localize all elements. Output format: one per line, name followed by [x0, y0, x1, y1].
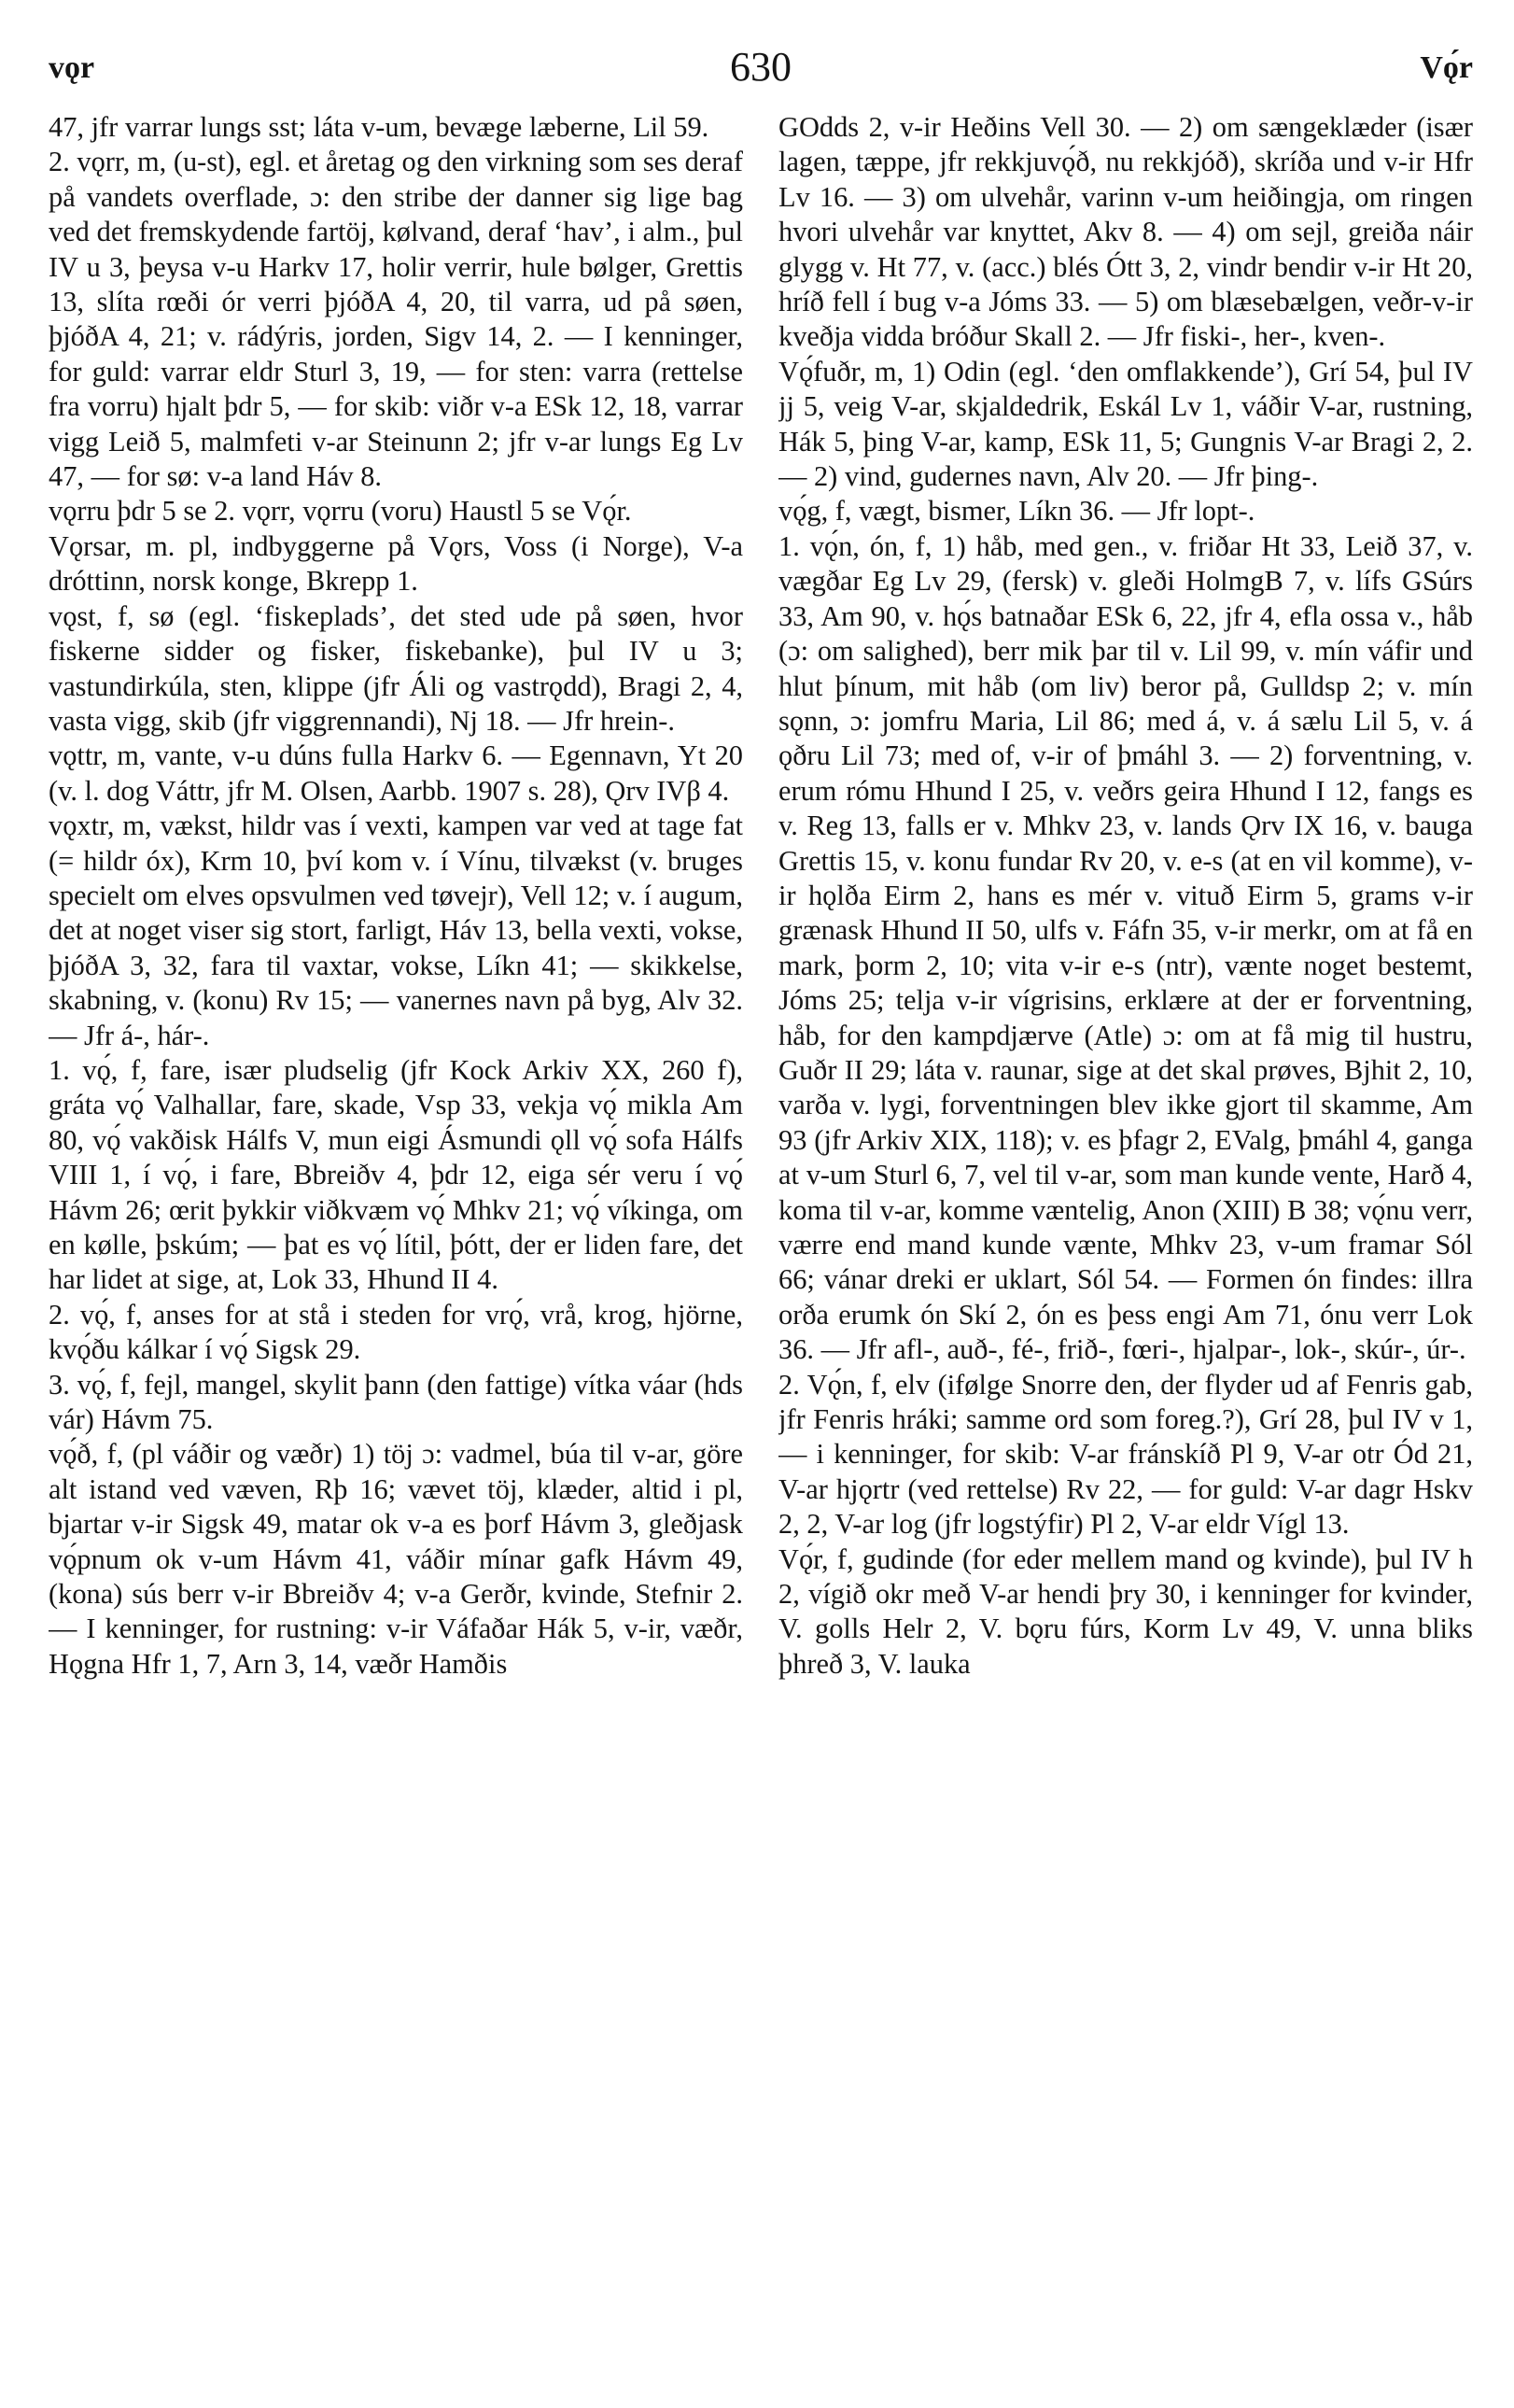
dictionary-entry: 47, jfr varrar lungs sst; láta v-um, bevæge læberne, Lil 59.	[49, 111, 709, 143]
dictionary-entry: 2. vǫ́, f, anses for at stå i steden for vrǫ́, vrå, krog, hjörne, kvǫ́ðu kálkar í vǫ́ Sigsk 29.	[49, 1298, 743, 1366]
dictionary-entry: vǫst, f, sø (egl. ‘fiskeplads’, det sted ude på søen, hvor fiskerne sidder og fisker, fiskebanke), þul IV u 3; vastundirkúla, sten, klippe (jfr Áli og vastrǫdd), Bragi 2, 4, vasta vigg, skib (jfr viggrennandi), Nj 18. — Jfr hrein-.	[49, 599, 743, 737]
left-column	[49, 110, 743, 2388]
page-number: 630	[730, 44, 792, 90]
dictionary-entry: Vǫrsar, m. pl, indbyggerne på Vǫrs, Voss (i Norge), V-a dróttinn, norsk konge, Bkrepp 1.	[49, 529, 743, 598]
dictionary-entry: vǫrru þdr 5 se 2. vǫrr, vǫrru (voru) Haustl 5 se Vǫ́r.	[49, 495, 632, 528]
dictionary-entry: vǫttr, m, vante, v-u dúns fulla Harkv 6. — Egennavn, Yt 20 (v. l. dog Váttr, jfr M. Olsen, Aarbb. 1907 s. 28), Ǫrv IVβ 4.	[49, 739, 743, 807]
dictionary-entry: 2. Vǫ́n, f, elv (ifølge Snorre den, der flyder ud af Fenris gab, jfr Fenris hráki; samme ord som foreg.?), Grí 28, þul IV v 1, — i kenninger, for skib: V-ar fránskíð Pl 9, V-ar otr Ód 21, V-ar hjǫrtr (ved rettelse) Rv 22, — for guld: V-ar dagr Hskv 2, 2, V-ar log (jfr logstýfir) Pl 2, V-ar eldr Vígl 13.	[778, 1368, 1473, 1541]
dictionary-entry: Vǫ́fuðr, m, 1) Odin (egl. ‘den omflakkende’), Grí 54, þul IV jj 5, veig V-ar, skjaldedrik, Eskál Lv 1, váðir V-ar, rustning, Hák 5, þing V-ar, kamp, ESk 11, 5; Gungnis V-ar Bragi 2, 2. — 2) vind, gudernes navn, Alv 20. — Jfr þing-.	[778, 355, 1473, 493]
dictionary-entry: 2. vǫrr, m, (u-st), egl. et åretag og den virkning som ses deraf på vandets overflade, ɔ: den stribe der danner sig lige bag ved det fremskydende fartöj, kølvand, deraf ‘hav’, i alm., þul IV u 3, þeysa v-u Harkv 17, holir verrir, hule bølger, Grettis 13, slíta rœði ór verri þjóðA 4, 20, til varra, ud på søen, þjóðA 4, 21; v. rádýris, jorden, Sigv 14, 2. — I kenninger, for guld: varrar eldr Sturl 3, 19, — for sten: varra (rettelse fra vorru) hjalt þdr 5, — for skib: viðr v-a ESk 12, 18, varrar vigg Leið 5, malmfeti v-ar Steinunn 2; jfr v-ar lungs Eg Lv 47, — for sø: v-a land Háv 8.	[49, 146, 743, 493]
dictionary-entry: vǫ́g, f, vægt, bismer, Líkn 36. — Jfr lopt-.	[778, 495, 1255, 528]
dictionary-entry: 1. vǫ́, f, fare, især pludselig (jfr Kock Arkiv XX, 260 f), gráta vǫ́ Valhallar, fare, skade, Vsp 33, vekja vǫ́ mikla Am 80, vǫ́ vakðisk Hálfs V, mun eigi Ásmundi ǫll vǫ́ sofa Hálfs VIII 1, í vǫ́, i fare, Bbreiðv 4, þdr 12, eiga sér veru í vǫ́ Hávm 26; œrit þykkir viðkvæm vǫ́ Mhkv 21; vǫ́ víkinga, om en kølle, þskúm; — þat es vǫ́ lítil, þótt, der er liden fare, det har lidet at sige, at, Lok 33, Hhund II 4.	[49, 1053, 743, 1296]
dictionary-entry: 3. vǫ́, f, fejl, mangel, skylit þann (den fattige) vítka váar (hds vár) Hávm 75.	[49, 1368, 743, 1436]
dictionary-entry: 1. vǫ́n, ón, f, 1) håb, med gen., v. friðar Ht 33, Leið 37, v. vægðar Eg Lv 29, (fersk) v. gleði HolmgB 7, v. lífs GSúrs 33, Am 90, v. hǫ́s batnaðar ESk 6, 22, jfr 4, efla ossa v., håb (ɔ: om salighed), berr mik þar til v. Lil 99, v. mín váfir und hlut þínum, mit håb (om liv) beror på, Gulldsp 2; v. mín sǫnn, ɔ: jomfru Maria, Lil 86; med á, v. á sælu Lil 5, v. á ǫðru Lil 73; med of, v-ir of þmáhl 3. — 2) forventning, v. erum rómu Hhund I 25, v. veðrs geira Hhund I 12, fangs es v. Reg 13, falls er v. Mhkv 23, v. lands Ǫrv IX 16, v. bauga Grettis 15, v. konu fundar Rv 20, v. e-s (at en vil komme), v-ir hǫlða Eirm 2, hans es mér v. vituð Eirm 5, grams v-ir grænask Hhund II 50, ulfs v. Fáfn 35, v-ir merkr, om at få en mark, þorm 2, 10; vita v-ir e-s (ntr), vænte noget bestemt, Jóms 25; telja v-ir vígrisins, erklære at der er forventning, håb, for den kampdjærve (Atle) ɔ: om at få mig til hustru, Guðr II 29; láta v. raunar, sige at det skal prøves, Bjhit 2, 10, varða v. lygi, forventningen blev ikke gjort til skamme, Am 93 (jfr Arkiv XIX, 118); v. es þfagr 2, EValg, þmáhl 4, ganga at v-um Sturl 6, 7, vel til v-ar, som man kunde vente, Harð 4, koma til v-ar, komme væntelig, Anon (XIII) B 38; vǫ́nu verr, værre end mand kunde vænte, Mhkv 23, v-um framar Sól 66; vánar dreki er uklart, Sól 54. — Formen ón findes: illra orða erumk ón Skí 2, ón es þess engi Am 71, ónu verr Lok 36. — Jfr afl-, auð-, fé-, frið-, fœri-, hjalpar-, lok-, skúr-, úr-.	[778, 529, 1473, 1366]
running-head	[49, 43, 1473, 90]
text-columns	[49, 110, 1473, 2388]
dictionary-entry: vǫxtr, m, vækst, hildr vas í vexti, kampen var ved at tage fat (= hildr óx), Krm 10, því kom v. í Vínu, tilvækst (v. bruges specielt om elves opsvulmen ved tøvejr), Vell 12; v. í augum, det at noget viser sig stort, farligt, Háv 13, bella vexti, vokse, þjóðA 3, 32, fara til vaxtar, vokse, Líkn 41; — skikkelse, skabning, v. (konu) Rv 15; — vanernes navn på byg, Alv 32. — Jfr á-, hár-.	[49, 810, 743, 1051]
dictionary-entry: Vǫ́r, f, gudinde (for eder mellem mand og kvinde), þul IV h 2, vígið okr með V-ar hendi þry 30, i kenninger for kvinder, V. golls Helr 2, V. bǫru fúrs, Korm Lv 49, V. unna bliks þhreð 3, V. lauka	[778, 1542, 1473, 1680]
header-left-catchword: vǫr	[49, 50, 95, 85]
dictionary-entry: vǫ́ð, f, (pl váðir og væðr) 1) töj ɔ: vadmel, búa til v-ar, göre alt istand ved væven, Rþ 16; vævet töj, klæder, altid i pl, bjartar v-ir Sigsk 49, matar ok v-a es þorf Hávm 3, gleðjask vǫ́pnum ok v-um Hávm 41, váðir mínar gafk Hávm 49, (kona) sús berr v-ir Bbreiðv 4; v-a Gerðr, kvinde, Stefnir 2. — I kenninger, for rustning: v-ir Váfaðar Hák 5, v-ir, væðr, Hǫgna Hfr 1, 7, Arn 3, 14, væðr Hamðis	[49, 1438, 743, 1680]
dictionary-entry: GOdds 2, v-ir Heðins Vell 30. — 2) om sængeklæder (især lagen, tæppe, jfr rekkjuvǫ́ð, nu rekkjóð), skríða und v-ir Hfr Lv 16. — 3) om ulvehår, varinn v-um heiðingja, om ringen hvori ulvehår var knyttet, Akv 8. — 4) om sejl, greiða náir glygg v. Ht 77, v. (acc.) blés Ótt 3, 2, vindr bendir v-ir Ht 20, hríð fell í bug v-a Jóms 33. — 5) om blæsebælgen, veðr-v-ir kveðja vidda bróður Skall 2. — Jfr fiski-, her-, kven-.	[778, 111, 1473, 353]
right-column	[778, 110, 1473, 2388]
header-right-catchword: Vǫ́r	[1420, 50, 1473, 85]
